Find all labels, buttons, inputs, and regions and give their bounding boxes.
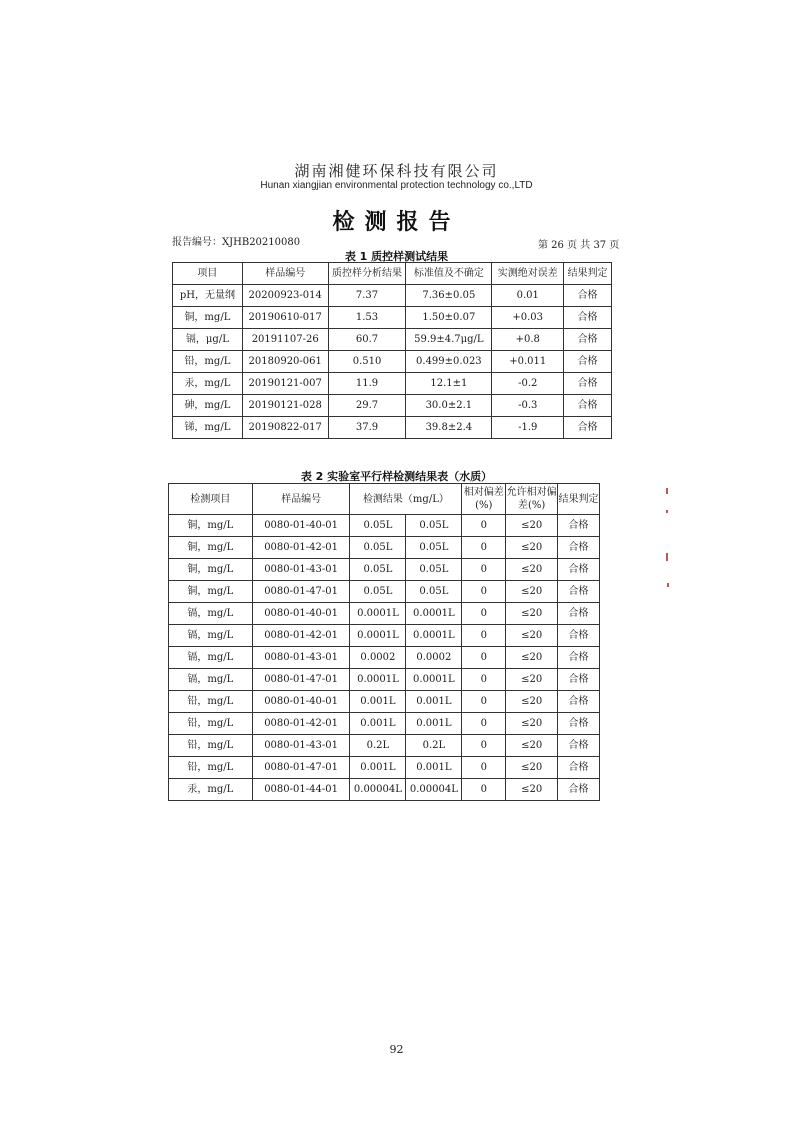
table-cell: 合格 bbox=[558, 691, 600, 713]
table-cell: 铜，mg/L bbox=[173, 307, 243, 329]
table-cell: 合格 bbox=[558, 647, 600, 669]
table-cell: 合格 bbox=[558, 757, 600, 779]
table-cell: 0.05L bbox=[406, 537, 462, 559]
table-cell: 0.001L bbox=[406, 691, 462, 713]
table-cell: 0.0001L bbox=[350, 669, 406, 691]
table-cell: 0080-01-43-01 bbox=[252, 559, 350, 581]
table-cell: 0.05L bbox=[350, 515, 406, 537]
table-cell: 0080-01-47-01 bbox=[252, 669, 350, 691]
table-cell: 0080-01-47-01 bbox=[252, 581, 350, 603]
table-cell: 合格 bbox=[558, 779, 600, 801]
table-cell: 0 bbox=[462, 779, 506, 801]
table-cell: 20190121-007 bbox=[242, 373, 328, 395]
table-row bbox=[169, 713, 600, 735]
table-cell: 0080-01-43-01 bbox=[252, 735, 350, 757]
table-cell: ≤20 bbox=[506, 581, 558, 603]
table-row bbox=[169, 735, 600, 757]
page-count: 第 26 页 共 37 页 bbox=[538, 240, 620, 251]
table-cell: 合格 bbox=[564, 373, 612, 395]
table-cell: 11.9 bbox=[328, 373, 406, 395]
table-row bbox=[173, 351, 612, 373]
table-cell: 59.9±4.7μg/L bbox=[406, 329, 492, 351]
table-cell: 铜，mg/L bbox=[169, 515, 253, 537]
table-cell: 20180920-061 bbox=[242, 351, 328, 373]
column-header: 检测结果（mg/L） bbox=[350, 484, 462, 515]
table-cell: 0.2L bbox=[406, 735, 462, 757]
table-cell: 0.001L bbox=[406, 757, 462, 779]
table-cell: +0.03 bbox=[492, 307, 564, 329]
table-cell: 0.0001L bbox=[406, 625, 462, 647]
column-header: 结果判定 bbox=[564, 263, 612, 285]
table-cell: 0 bbox=[462, 537, 506, 559]
table-row bbox=[173, 307, 612, 329]
table-cell: 0.0002 bbox=[350, 647, 406, 669]
table-cell: 0.001L bbox=[350, 691, 406, 713]
table-cell: 20190121-028 bbox=[242, 395, 328, 417]
table-cell: +0.8 bbox=[492, 329, 564, 351]
table-cell: 7.37 bbox=[328, 285, 406, 307]
table-cell: 0080-01-40-01 bbox=[252, 515, 350, 537]
table-cell: 0.05L bbox=[406, 515, 462, 537]
table-cell: ≤20 bbox=[506, 691, 558, 713]
table-row bbox=[169, 669, 600, 691]
table-cell: 29.7 bbox=[328, 395, 406, 417]
table-cell: 合格 bbox=[564, 351, 612, 373]
table-cell: 砷，mg/L bbox=[173, 395, 243, 417]
column-header: 相对偏差(%) bbox=[462, 484, 506, 515]
table-cell: 20190822-017 bbox=[242, 417, 328, 439]
table-row bbox=[169, 757, 600, 779]
table-cell: 0.00004L bbox=[350, 779, 406, 801]
table-cell: 铅，mg/L bbox=[169, 757, 253, 779]
table-row bbox=[173, 417, 612, 439]
company-name-cn: 湖南湘健环保科技有限公司 bbox=[294, 162, 499, 180]
table-row bbox=[169, 537, 600, 559]
table-cell: 合格 bbox=[564, 307, 612, 329]
table-cell: 0.001L bbox=[406, 713, 462, 735]
table-cell: 0 bbox=[462, 647, 506, 669]
table-cell: 0.05L bbox=[406, 581, 462, 603]
table-cell: 1.53 bbox=[328, 307, 406, 329]
table-cell: 7.36±0.05 bbox=[406, 285, 492, 307]
table-cell: 39.8±2.4 bbox=[406, 417, 492, 439]
table-row bbox=[169, 625, 600, 647]
table-cell: -0.2 bbox=[492, 373, 564, 395]
table-cell: 合格 bbox=[558, 735, 600, 757]
table-row bbox=[169, 581, 600, 603]
column-header: 样品编号 bbox=[252, 484, 350, 515]
table-cell: 0080-01-42-01 bbox=[252, 625, 350, 647]
table-cell: 合格 bbox=[558, 669, 600, 691]
table-cell: 1.50±0.07 bbox=[406, 307, 492, 329]
table-cell: 0080-01-44-01 bbox=[252, 779, 350, 801]
table-header-row bbox=[169, 484, 600, 515]
table-cell: 汞，mg/L bbox=[173, 373, 243, 395]
table-cell: -1.9 bbox=[492, 417, 564, 439]
table-cell: 镉，mg/L bbox=[169, 647, 253, 669]
table-cell: 铜，mg/L bbox=[169, 559, 253, 581]
table-cell: ≤20 bbox=[506, 625, 558, 647]
column-header: 样品编号 bbox=[242, 263, 328, 285]
column-header: 允许相对偏差(%) bbox=[506, 484, 558, 515]
table-cell: 镉，mg/L bbox=[169, 669, 253, 691]
table-cell: 0 bbox=[462, 603, 506, 625]
table-cell: 0.05L bbox=[350, 537, 406, 559]
table-cell: ≤20 bbox=[506, 603, 558, 625]
table-cell: ≤20 bbox=[506, 537, 558, 559]
table-cell: 铅，mg/L bbox=[169, 713, 253, 735]
table-cell: 镉，mg/L bbox=[169, 625, 253, 647]
table-cell: 0080-01-47-01 bbox=[252, 757, 350, 779]
quality-control-table bbox=[172, 262, 612, 439]
table-cell: 汞，mg/L bbox=[169, 779, 253, 801]
table-row bbox=[173, 285, 612, 307]
table-cell: 0.001L bbox=[350, 713, 406, 735]
table-cell: 37.9 bbox=[328, 417, 406, 439]
column-header: 项目 bbox=[173, 263, 243, 285]
table-cell: 0080-01-42-01 bbox=[252, 713, 350, 735]
table-cell: 合格 bbox=[564, 285, 612, 307]
table-cell: ≤20 bbox=[506, 559, 558, 581]
table-cell: 0 bbox=[462, 581, 506, 603]
table-cell: +0.011 bbox=[492, 351, 564, 373]
table-row bbox=[169, 779, 600, 801]
report-number: 报告编号：XJHB20210080 bbox=[172, 237, 301, 248]
table-cell: 60.7 bbox=[328, 329, 406, 351]
table-cell: 0.0001L bbox=[406, 603, 462, 625]
table-cell: 0 bbox=[462, 669, 506, 691]
margin-mark bbox=[666, 553, 668, 561]
table-cell: pH，无量纲 bbox=[173, 285, 243, 307]
table-cell: ≤20 bbox=[506, 515, 558, 537]
table-cell: 0.0001L bbox=[350, 625, 406, 647]
table-cell: 0080-01-40-01 bbox=[252, 603, 350, 625]
page-number: 92 bbox=[389, 1043, 404, 1056]
company-name-en: Hunan xiangjian environmental protection technology co.,LTD bbox=[260, 180, 533, 191]
table-cell: 0.001L bbox=[350, 757, 406, 779]
table-cell: ≤20 bbox=[506, 779, 558, 801]
table2-title: 表 2 实验室平行样检测结果表（水质） bbox=[300, 470, 493, 483]
table1-title: 表 1 质控样测试结果 bbox=[344, 250, 449, 263]
table-cell: ≤20 bbox=[506, 647, 558, 669]
table-row bbox=[173, 373, 612, 395]
table-cell: 合格 bbox=[558, 603, 600, 625]
report-title: 检测报告 bbox=[332, 210, 461, 235]
table-cell: 合格 bbox=[564, 329, 612, 351]
table-cell: 0.0002 bbox=[406, 647, 462, 669]
column-header: 标准值及不确定 bbox=[406, 263, 492, 285]
table-cell: 铅，mg/L bbox=[173, 351, 243, 373]
table-cell: 合格 bbox=[558, 515, 600, 537]
table-cell: ≤20 bbox=[506, 713, 558, 735]
table-header-row bbox=[173, 263, 612, 285]
table-cell: 铜，mg/L bbox=[169, 537, 253, 559]
table-cell: 0 bbox=[462, 713, 506, 735]
table-cell: 镉，mg/L bbox=[169, 603, 253, 625]
table-cell: 12.1±1 bbox=[406, 373, 492, 395]
table-cell: 0 bbox=[462, 735, 506, 757]
table-row bbox=[173, 395, 612, 417]
column-header: 实测绝对误差 bbox=[492, 263, 564, 285]
table-row bbox=[169, 515, 600, 537]
table-cell: 0 bbox=[462, 757, 506, 779]
table-cell: 铅，mg/L bbox=[169, 735, 253, 757]
table-cell: 合格 bbox=[558, 713, 600, 735]
table-cell: 0.05L bbox=[406, 559, 462, 581]
table-cell: 0.0001L bbox=[350, 603, 406, 625]
table-cell: 20191107-26 bbox=[242, 329, 328, 351]
table-cell: 0 bbox=[462, 559, 506, 581]
table-cell: 铜，mg/L bbox=[169, 581, 253, 603]
table-cell: 锑，mg/L bbox=[173, 417, 243, 439]
table-cell: 0080-01-43-01 bbox=[252, 647, 350, 669]
table-row bbox=[169, 647, 600, 669]
table-cell: 20190610-017 bbox=[242, 307, 328, 329]
parallel-sample-table bbox=[168, 483, 600, 801]
margin-mark bbox=[667, 583, 669, 587]
table-cell: 0.00004L bbox=[406, 779, 462, 801]
table-row bbox=[173, 329, 612, 351]
table-cell: 0.05L bbox=[350, 581, 406, 603]
table-row bbox=[169, 559, 600, 581]
table-cell: 0.510 bbox=[328, 351, 406, 373]
table-cell: 合格 bbox=[558, 581, 600, 603]
table-cell: 铅，mg/L bbox=[169, 691, 253, 713]
table-cell: 合格 bbox=[564, 395, 612, 417]
table-cell: 0 bbox=[462, 515, 506, 537]
column-header: 质控样分析结果 bbox=[328, 263, 406, 285]
table-cell: 0.2L bbox=[350, 735, 406, 757]
table-cell: ≤20 bbox=[506, 735, 558, 757]
column-header: 结果判定 bbox=[558, 484, 600, 515]
margin-mark bbox=[666, 488, 668, 494]
table-cell: 0.05L bbox=[350, 559, 406, 581]
table-cell: 0.01 bbox=[492, 285, 564, 307]
table-cell: 20200923-014 bbox=[242, 285, 328, 307]
table-cell: 30.0±2.1 bbox=[406, 395, 492, 417]
column-header: 检测项目 bbox=[169, 484, 253, 515]
table-cell: 镉，μg/L bbox=[173, 329, 243, 351]
table-cell: 0 bbox=[462, 691, 506, 713]
table-cell: 合格 bbox=[564, 417, 612, 439]
table-cell: -0.3 bbox=[492, 395, 564, 417]
table-cell: ≤20 bbox=[506, 669, 558, 691]
table-cell: 0 bbox=[462, 625, 506, 647]
table-cell: 合格 bbox=[558, 625, 600, 647]
table-cell: 0080-01-42-01 bbox=[252, 537, 350, 559]
table-row bbox=[169, 691, 600, 713]
margin-mark bbox=[666, 510, 668, 513]
table-cell: 0.0001L bbox=[406, 669, 462, 691]
table-cell: ≤20 bbox=[506, 757, 558, 779]
table-row bbox=[169, 603, 600, 625]
table-cell: 0080-01-40-01 bbox=[252, 691, 350, 713]
table-cell: 0.499±0.023 bbox=[406, 351, 492, 373]
table-cell: 合格 bbox=[558, 559, 600, 581]
table-cell: 合格 bbox=[558, 537, 600, 559]
